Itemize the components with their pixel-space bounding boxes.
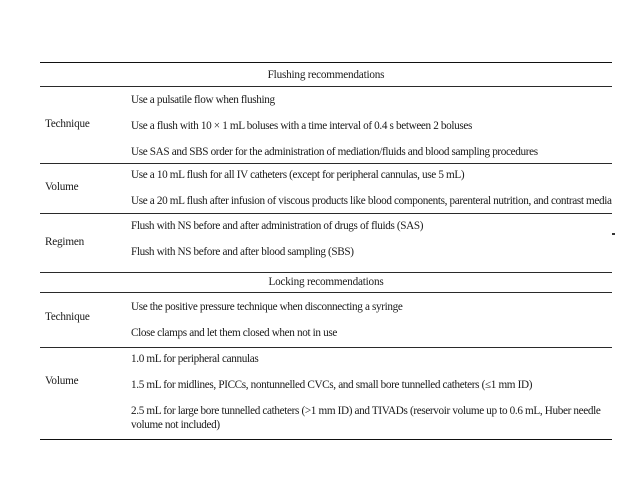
row-label-volume: Volume [45, 375, 79, 387]
row-rule-technique-volume [40, 163, 612, 164]
table-top-rule [40, 62, 612, 63]
flushing-technique-item: Use SAS and SBS order for the administration of mediation/fluids and blood sampling procedures [131, 146, 538, 158]
flushing-regimen-item: Flush with NS before and after administration of drugs of fluids (SAS) [131, 220, 424, 232]
row-label-volume: Volume [45, 181, 79, 193]
locking-technique-item: Use the positive pressure technique when disconnecting a syringe [131, 301, 403, 313]
row-label-regimen: Regimen [45, 236, 84, 248]
locking-technique-item: Close clamps and let them closed when not in use [131, 327, 337, 339]
row-label-technique: Technique [45, 118, 90, 130]
flushing-volume-item: Use a 10 mL flush for all IV catheters (except for peripheral cannulas, use 5 mL) [131, 169, 465, 181]
flushing-technique-item: Use a pulsatile flow when flushing [131, 94, 275, 106]
flushing-section-title: Flushing recommendations [267, 69, 385, 81]
section-rule-flushing [40, 86, 612, 87]
section-rule-locking-top [40, 272, 612, 273]
row-label-technique: Technique [45, 311, 90, 323]
table-bottom-rule [40, 439, 612, 440]
locking-section-title: Locking recommendations [268, 276, 384, 288]
row-rule-locking-technique-volume [40, 347, 612, 348]
locking-volume-item: 2.5 mL for large bore tunnelled catheters (>1 mm ID) and TIVADs (reservoir volume up to 0.6 mL, Huber needle volume not included) [131, 405, 601, 431]
stray-dash-mark [612, 233, 615, 235]
locking-volume-item: 1.5 mL for midlines, PICCs, nontunnelled CVCs, and small bore tunnelled catheters (≤1 mm ID) [131, 379, 533, 391]
flushing-technique-item: Use a flush with 10 × 1 mL boluses with a time interval of 0.4 s between 2 boluses [131, 120, 473, 132]
locking-volume-item: 1.0 mL for peripheral cannulas [131, 353, 259, 365]
row-rule-volume-regimen [40, 213, 612, 214]
flushing-regimen-item: Flush with NS before and after blood sampling (SBS) [131, 246, 354, 258]
flushing-volume-item: Use a 20 mL flush after infusion of viscous products like blood components, parenteral nutrition, and contrast media [131, 195, 612, 207]
section-rule-locking-bottom [40, 292, 612, 293]
recommendations-table [40, 62, 612, 440]
